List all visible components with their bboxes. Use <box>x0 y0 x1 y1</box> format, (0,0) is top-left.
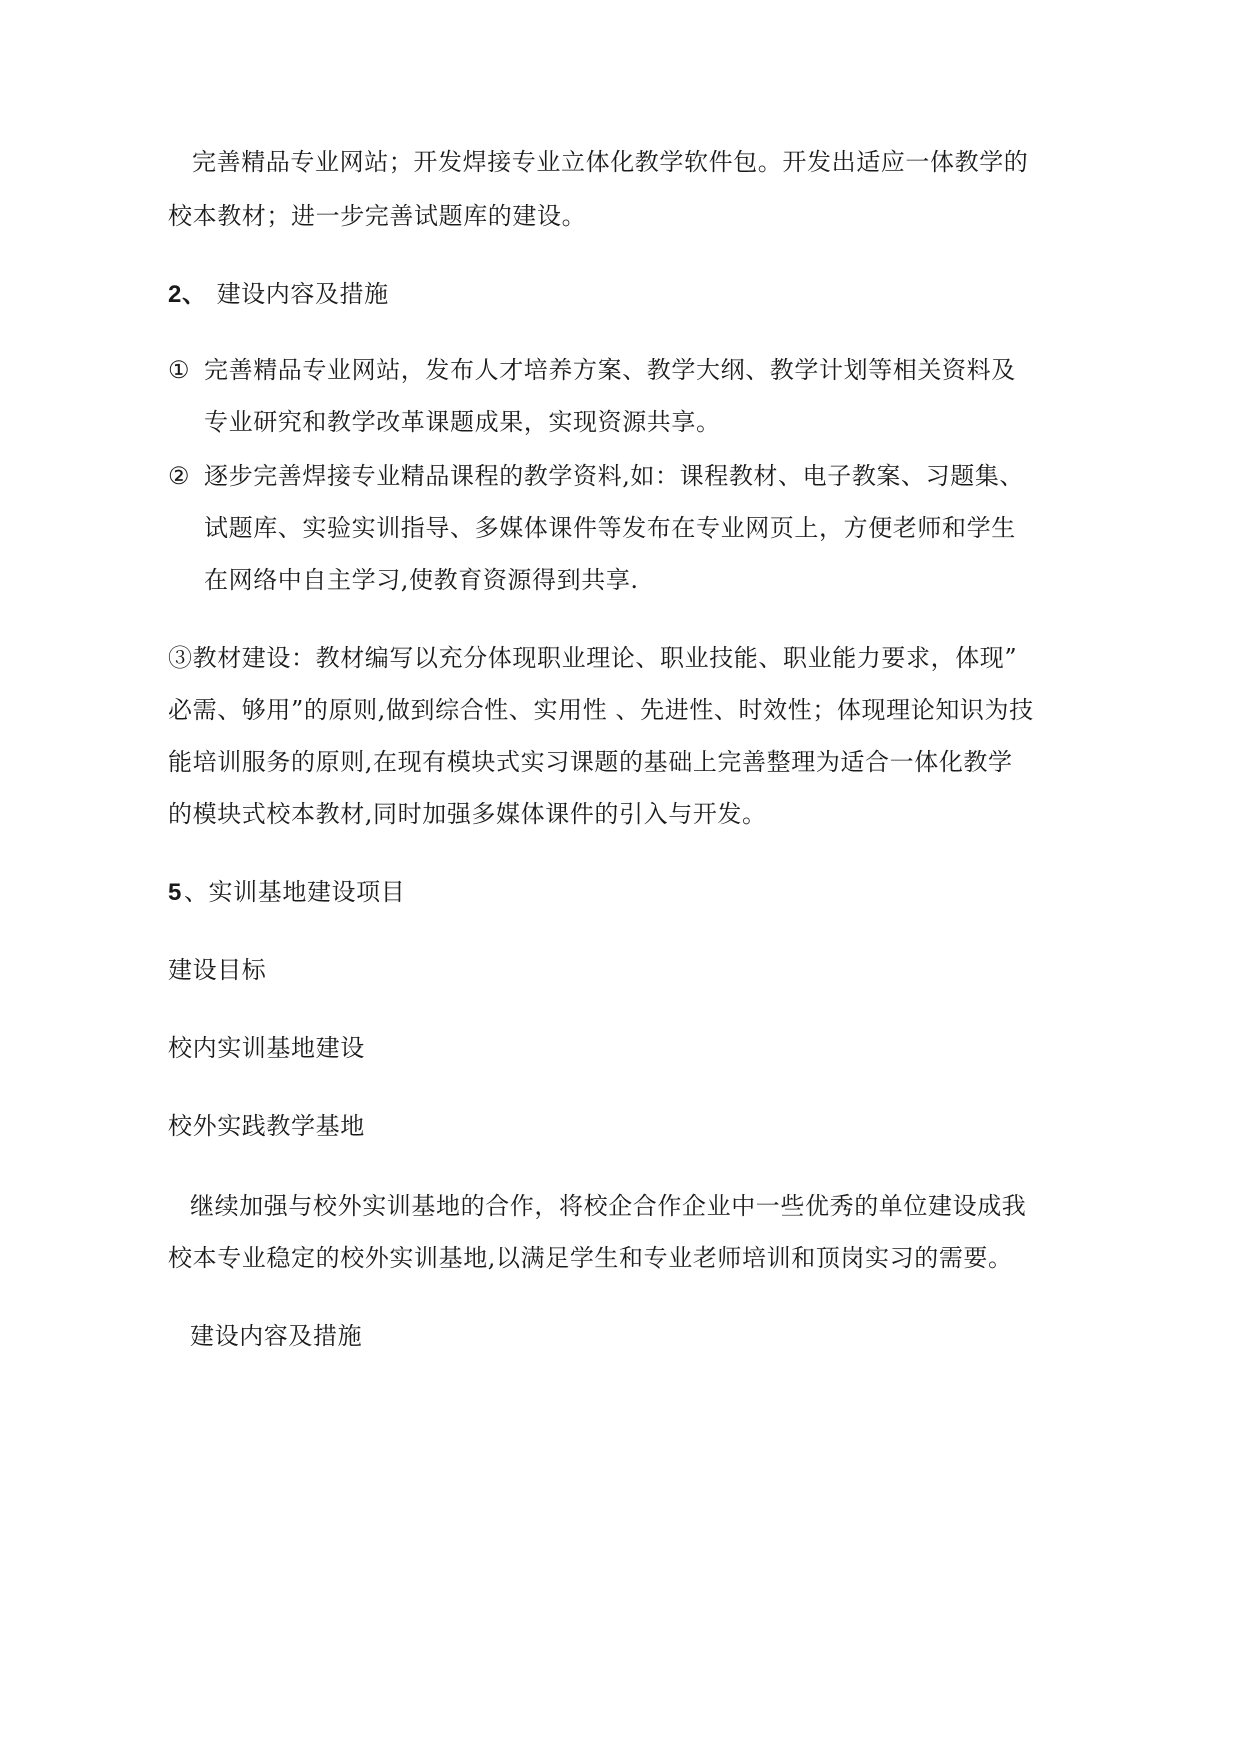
section-2-number: 2、 <box>168 281 207 308</box>
list-item-2-line-1 <box>168 460 1024 492</box>
list-item-2-line-2: 试题库、实验实训指导、多媒体课件等发布在专业网页上，方便老师和学生 <box>204 514 1016 542</box>
closing-heading: 建设内容及措施 <box>190 1322 363 1350</box>
list-marker-1: ① <box>168 356 191 384</box>
external-paragraph-line-2: 校本专业稳定的校外实训基地,以满足学生和专业老师培训和顶岗实习的需要。 <box>168 1244 1013 1272</box>
list-item-1-text-1: 完善精品专业网站，发布人才培养方案、教学大纲、教学计划等相关资料及 <box>204 356 1016 384</box>
item-3-line-4: 的模块式校本教材,同时加强多媒体课件的引入与开发。 <box>168 800 767 828</box>
external-paragraph-line-1: 继续加强与校外实训基地的合作，将校企合作企业中一些优秀的单位建设成我 <box>190 1192 1027 1220</box>
list-item-1-line-2: 专业研究和教学改革课题成果，实现资源共享。 <box>204 408 721 436</box>
section-5-title: 、实训基地建设项目 <box>183 878 406 906</box>
item-3-line-3: 能培训服务的原则,在现有模块式实习课题的基础上完善整理为适合一体化教学 <box>168 748 1013 776</box>
heading-goal: 建设目标 <box>168 956 267 984</box>
list-item-2-text-1: 逐步完善焊接专业精品课程的教学资料,如：课程教材、电子教案、习题集、 <box>204 462 1025 490</box>
heading-internal-base: 校内实训基地建设 <box>168 1034 365 1062</box>
intro-line-2: 校本教材；进一步完善试题库的建设。 <box>168 202 587 230</box>
list-item-1-line-1 <box>168 354 1016 386</box>
item-3-line-1: ③教材建设：教材编写以充分体现职业理论、职业技能、职业能力要求，体现” <box>168 644 1018 672</box>
section-5-heading <box>168 876 405 909</box>
list-marker-2: ② <box>168 462 191 490</box>
list-item-2-line-3: 在网络中自主学习,使教育资源得到共享. <box>204 566 639 594</box>
section-5-number: 5 <box>168 879 182 906</box>
section-2-title: 建设内容及措施 <box>216 280 389 308</box>
heading-external-base: 校外实践教学基地 <box>168 1112 365 1140</box>
intro-line-1: 完善精品专业网站；开发焊接专业立体化教学软件包。开发出适应一体教学的 <box>192 148 1029 176</box>
item-3-line-2: 必需、够用”的原则,做到综合性、实用性 、先进性、时效性；体现理论知识为技 <box>168 696 1034 724</box>
section-2-heading <box>168 278 389 311</box>
